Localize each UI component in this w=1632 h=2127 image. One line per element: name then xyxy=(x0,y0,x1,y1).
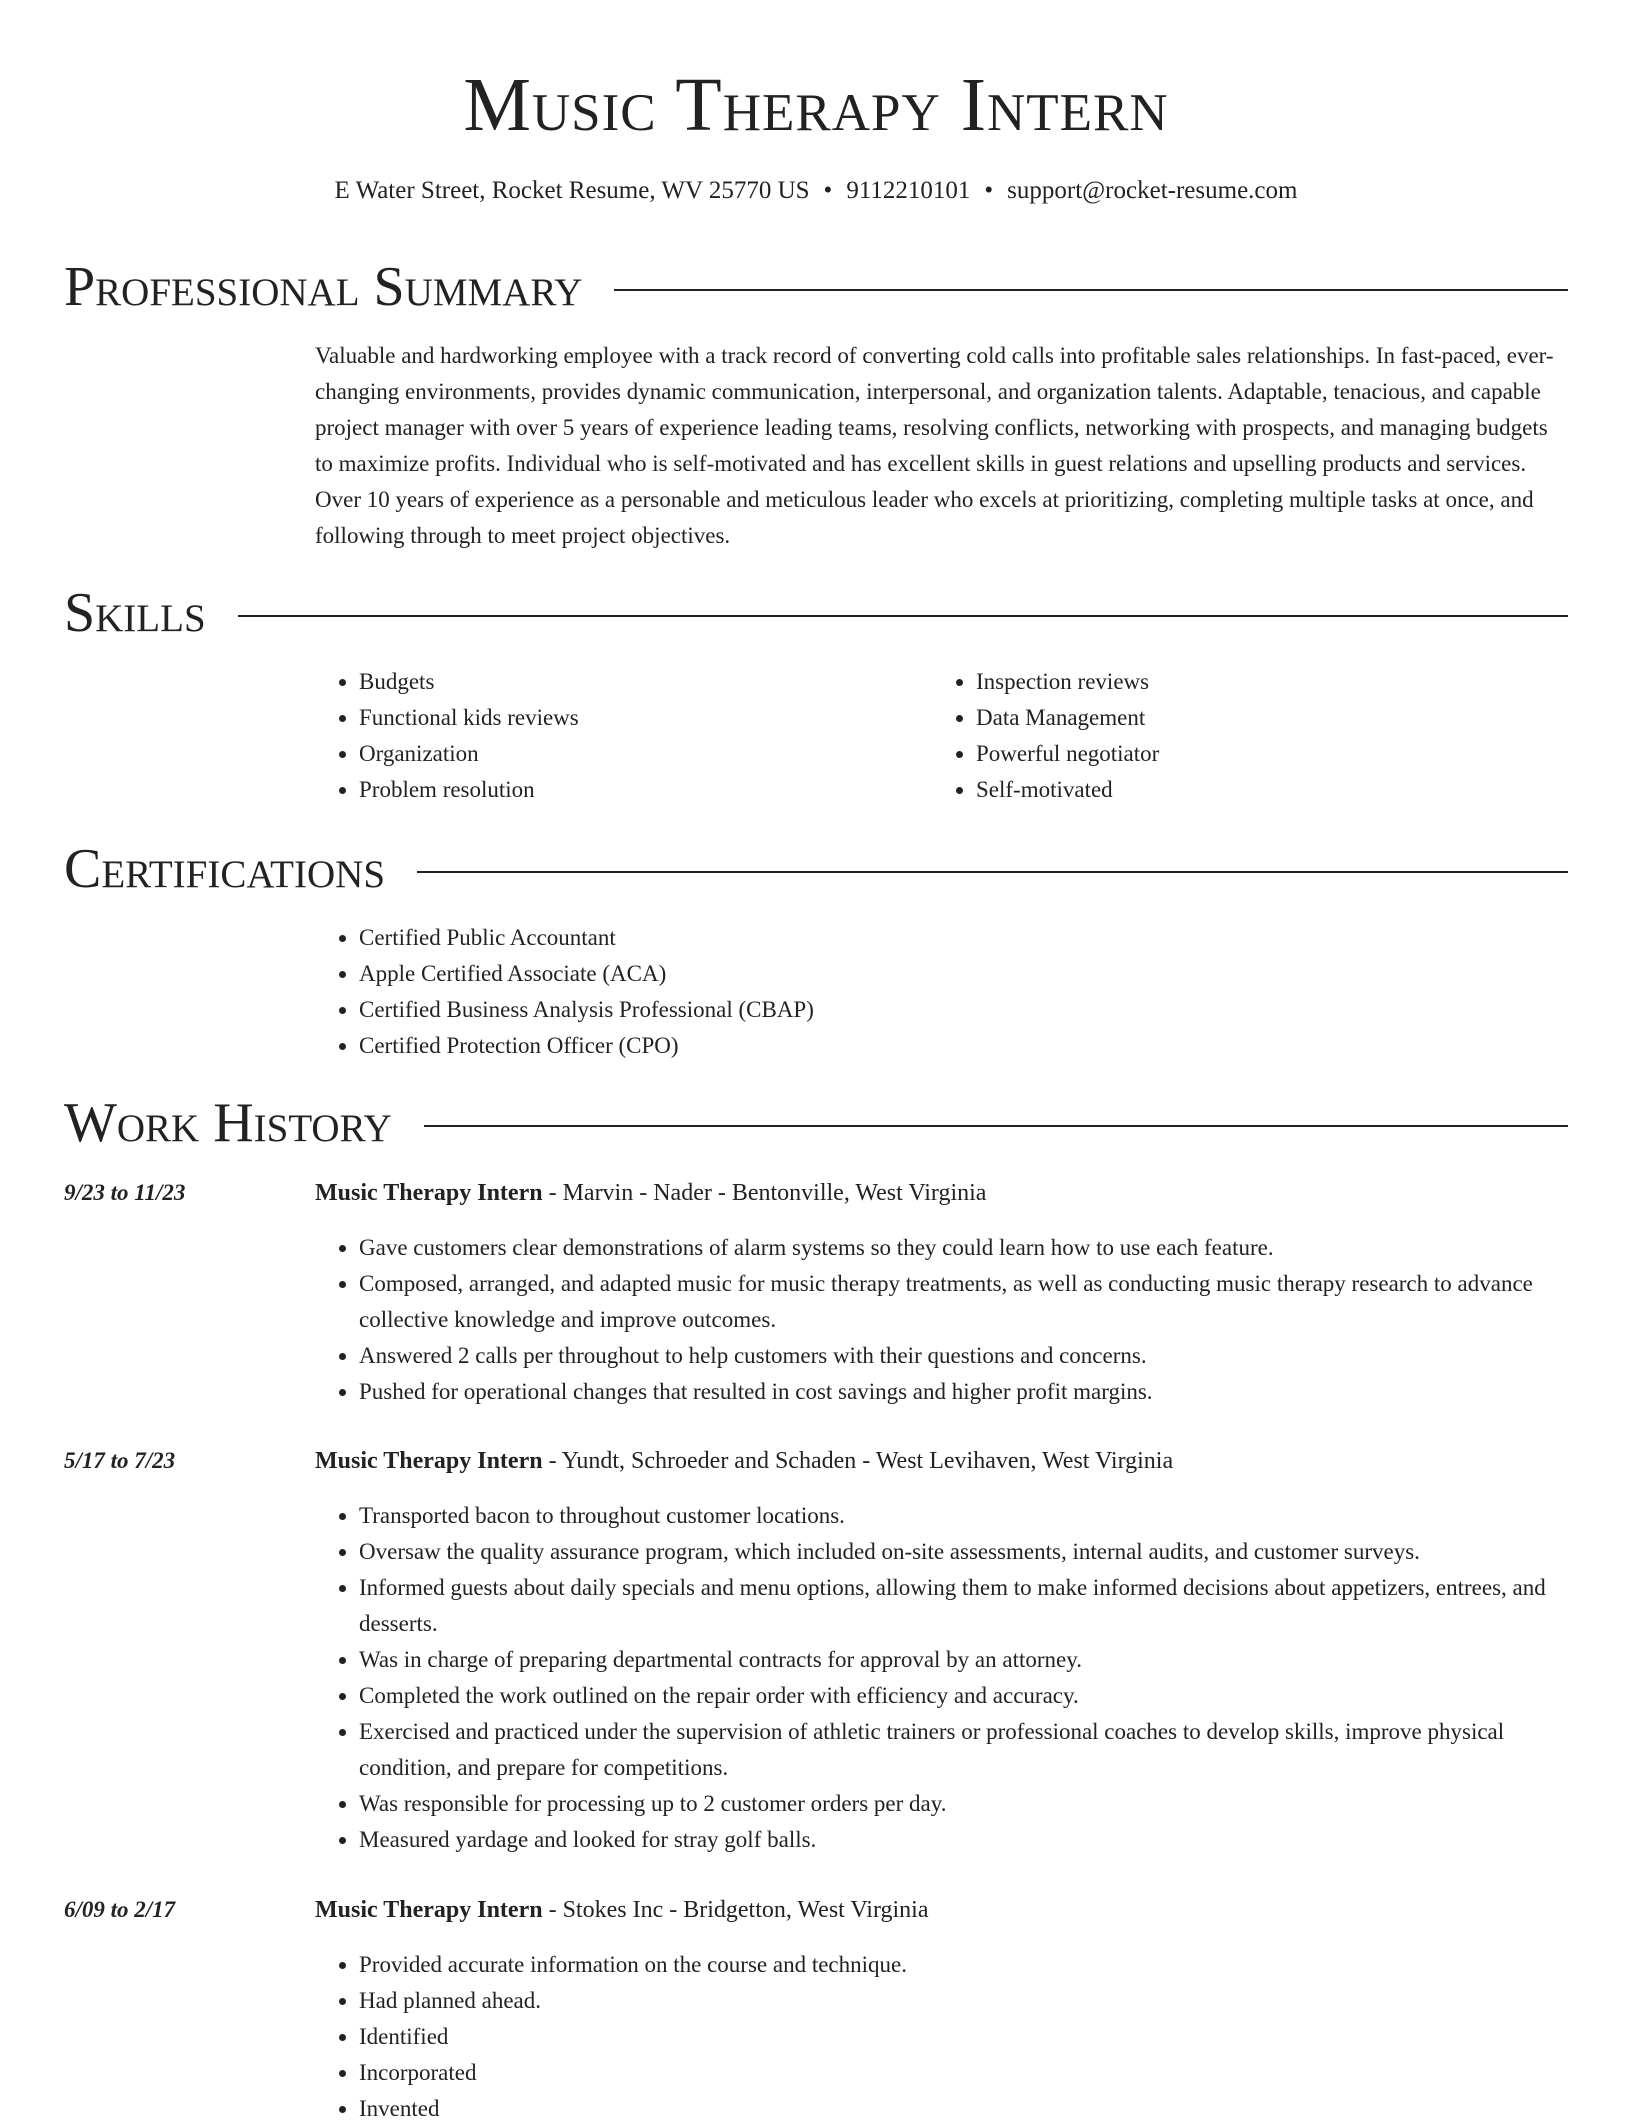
skill-item: • Functional kids reviews xyxy=(359,700,875,736)
skills-column-left xyxy=(315,664,875,808)
job-bullet-list xyxy=(315,1947,1568,2127)
section-rule xyxy=(614,289,1568,291)
job-bullet-list xyxy=(315,1498,1568,1858)
skill-item: • Budgets xyxy=(359,664,875,700)
certification-item: • Apple Certified Associate (ACA) xyxy=(359,956,1568,992)
section-header-skills xyxy=(64,578,1568,648)
job-bullet: • Oversaw the quality assurance program, which included on-site assessments, internal audits, and customer surveys. xyxy=(359,1534,1568,1570)
job-bullet: • Transported bacon to throughout customer locations. xyxy=(359,1498,1568,1534)
job-bullet: • Completed the work outlined on the repair order with efficiency and accuracy. xyxy=(359,1678,1568,1714)
job-bullet: • Measured yardage and looked for stray golf balls. xyxy=(359,1822,1568,1858)
skill-item: • Self-motivated xyxy=(976,772,1492,808)
job-dates: 5/17 to 7/23 xyxy=(64,1448,176,1473)
job-bullet: • Exercised and practiced under the supervision of athletic trainers or professional coaches to develop skills, improve physical condition, and prepare for competitions. xyxy=(359,1714,1568,1786)
job-bullet: • Provided accurate information on the course and technique. xyxy=(359,1947,1568,1983)
contact-phone: 9112210101 xyxy=(846,177,971,204)
skill-item: • Inspection reviews xyxy=(976,664,1492,700)
skills-list-right xyxy=(932,664,1492,808)
skill-item: • Powerful negotiator xyxy=(976,736,1492,772)
section-title-summary: Professional Summary xyxy=(64,256,583,318)
certification-item: • Certified Public Accountant xyxy=(359,920,1568,956)
job-bullet: • Was in charge of preparing departmental contracts for approval by an attorney. xyxy=(359,1642,1568,1678)
job-bullets xyxy=(315,1230,1568,1410)
section-header-certifications xyxy=(64,834,1568,904)
job-heading xyxy=(315,1175,1568,1211)
section-rule xyxy=(417,871,1568,873)
contact-address: E Water Street, Rocket Resume, WV 25770 US xyxy=(334,177,810,204)
certification-item: • Certified Business Analysis Professional (CBAP) xyxy=(359,992,1568,1028)
skills-list-left xyxy=(315,664,875,808)
job-role: Music Therapy Intern xyxy=(315,1180,543,1206)
job-dates: 6/09 to 2/17 xyxy=(64,1897,176,1922)
resume-name: Music Therapy Intern xyxy=(463,63,1169,147)
contact-separator: • xyxy=(823,177,833,204)
job-bullet: • Composed, arranged, and adapted music for music therapy treatments, as well as conducting music therapy research to advance collective knowledge and improve outcomes. xyxy=(359,1266,1568,1338)
job-employer-location: - Marvin - Nader - Bentonville, West Virginia xyxy=(542,1180,987,1206)
job-bullet: • Pushed for operational changes that resulted in cost savings and higher profit margins. xyxy=(359,1374,1568,1410)
job-bullet: • Gave customers clear demonstrations of alarm systems so they could learn how to use each feature. xyxy=(359,1230,1568,1266)
section-title-skills: Skills xyxy=(64,582,206,644)
skill-item: • Problem resolution xyxy=(359,772,875,808)
certifications-block xyxy=(315,920,1568,1064)
job-employer-location: - Stokes Inc - Bridgetton, West Virginia xyxy=(542,1897,929,1923)
job-bullet: • Was responsible for processing up to 2 customer orders per day. xyxy=(359,1786,1568,1822)
section-rule xyxy=(424,1125,1568,1127)
section-rule xyxy=(238,615,1568,617)
job-bullet-list xyxy=(315,1230,1568,1410)
job-bullets xyxy=(315,1947,1568,2127)
certification-item: • Certified Protection Officer (CPO) xyxy=(359,1028,1568,1064)
job-heading xyxy=(315,1443,1568,1479)
job-role: Music Therapy Intern xyxy=(315,1448,543,1474)
job-bullet: • Incorporated xyxy=(359,2055,1568,2091)
section-header-summary xyxy=(64,252,1568,322)
job-employer-location: - Yundt, Schroeder and Schaden - West Levihaven, West Virginia xyxy=(542,1448,1174,1474)
summary-text: Valuable and hardworking employee with a track record of converting cold calls into profitable sales relationships. In fast-paced, ever-changing environments, provides dynamic communication, interpersonal, and organization talents. Adaptable, tenacious, and capable project manager with over 5 years of experience leading teams, resolving conflicts, networking with prospects, and managing budgets to maximize profits. Individual who is self-motivated and has excellent skills in guest relations and upselling products and services. Over 10 years of experience as a personable and meticulous leader who excels at prioritizing, completing multiple tasks at once, and following through to meet project objectives. xyxy=(315,343,1554,548)
job-dates: 9/23 to 11/23 xyxy=(64,1180,186,1205)
contact-separator: • xyxy=(984,177,994,204)
section-title-work-history: Work History xyxy=(64,1092,392,1154)
job-bullet: • Identified xyxy=(359,2019,1568,2055)
job-bullet: • Invented xyxy=(359,2091,1568,2127)
section-title-certifications: Certifications xyxy=(64,838,386,900)
certifications-list xyxy=(315,920,1568,1064)
job-bullets xyxy=(315,1498,1568,1858)
job-bullet: • Had planned ahead. xyxy=(359,1983,1568,2019)
contact-email: support@rocket-resume.com xyxy=(1007,177,1298,204)
job-bullet: • Informed guests about daily specials and menu options, allowing them to make informed decisions about appetizers, entrees, and desserts. xyxy=(359,1570,1568,1642)
section-header-work-history xyxy=(64,1088,1568,1158)
job-role: Music Therapy Intern xyxy=(315,1897,543,1923)
job-heading xyxy=(315,1892,1568,1928)
skill-item: • Organization xyxy=(359,736,875,772)
job-bullet: • Answered 2 calls per throughout to help customers with their questions and concerns. xyxy=(359,1338,1568,1374)
skill-item: • Data Management xyxy=(976,700,1492,736)
skills-column-right xyxy=(932,664,1492,808)
contact-line xyxy=(0,174,1632,208)
